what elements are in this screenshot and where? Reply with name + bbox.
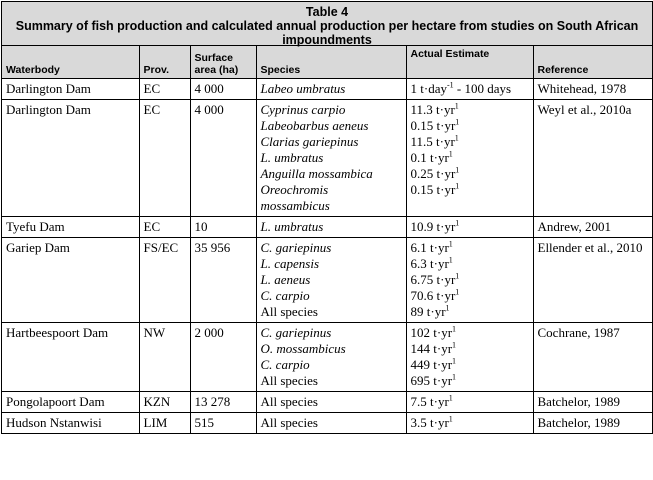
cell-estimate <box>406 99 533 216</box>
cell-species <box>256 412 406 433</box>
estimate-value <box>411 304 529 320</box>
cell-area: 35 956 <box>190 237 256 322</box>
cell-prov: EC <box>139 216 190 237</box>
estimate-number: 0.15 t·yr <box>410 117 456 133</box>
cell-waterbody: Darlington Dam <box>2 99 139 216</box>
estimate-number: 70.6 t·yr <box>410 287 456 303</box>
species-name: C. gariepinus <box>260 239 332 255</box>
estimate-number: 6.75 t·yr <box>410 271 456 287</box>
cell-area: 4 000 <box>190 99 256 216</box>
estimate-exponent: 1 <box>455 165 460 175</box>
estimate-exponent: 1 <box>455 181 460 191</box>
table-row <box>2 322 652 391</box>
species-name: L. aeneus <box>260 271 311 287</box>
estimate-exponent: 1 <box>455 218 460 228</box>
cell-prov: NW <box>139 322 190 391</box>
estimate-value <box>411 166 529 182</box>
species-name: C. gariepinus <box>260 324 332 340</box>
table-row <box>2 78 652 99</box>
species-name: Anguilla mossambica <box>260 165 373 181</box>
cell-reference: Batchelor, 1989 <box>537 414 621 430</box>
estimate-exponent: 1 <box>454 101 459 111</box>
data-table <box>2 46 652 433</box>
estimate-exponent: 1 <box>455 117 460 127</box>
species-name: C. carpio <box>260 356 310 372</box>
estimate-exponent: 1 <box>452 372 457 382</box>
cell-reference: Cochrane, 1987 <box>533 322 652 391</box>
estimate-exponent: 1 <box>448 149 453 159</box>
estimate-number: 0.1 t·yr <box>410 149 449 165</box>
estimate-number: 3.5 t·yr <box>410 414 449 430</box>
table-row <box>2 99 652 216</box>
col-header-estimate: Actual Estimate <box>406 46 533 78</box>
estimate-value <box>411 272 529 288</box>
estimate-number: 144 t·yr <box>410 340 453 356</box>
cell-estimate <box>406 391 533 412</box>
cell-species <box>256 78 406 99</box>
estimate-exponent: 1 <box>445 303 450 313</box>
estimate-exponent: 1 <box>448 255 453 265</box>
estimate-suffix: - 100 days <box>453 80 512 96</box>
estimate-number: 6.3 t·yr <box>410 255 449 271</box>
estimate-value <box>411 102 529 118</box>
cell-waterbody: Gariep Dam <box>2 237 139 322</box>
cell-prov: EC <box>139 99 190 216</box>
estimate-exponent: 1 <box>455 287 460 297</box>
estimate-value <box>411 415 529 431</box>
cell-estimate <box>406 237 533 322</box>
species-name: Cyprinus carpio <box>260 101 346 117</box>
estimate-number: 6.1 t·yr <box>410 239 449 255</box>
species-name: O. mossambicus <box>260 340 346 356</box>
cell-estimate <box>406 412 533 433</box>
species-name: Labeobarbus aeneus <box>260 117 369 133</box>
cell-species <box>256 237 406 322</box>
estimate-value <box>411 182 529 198</box>
cell-reference: Whitehead, 1978 <box>533 78 652 99</box>
estimate-number: 102 t·yr <box>410 324 453 340</box>
species-name: L. capensis <box>260 255 319 271</box>
estimate-value <box>411 219 529 235</box>
cell-area: 10 <box>190 216 256 237</box>
estimate-number: 695 t·yr <box>410 372 453 388</box>
cell-waterbody: Tyefu Dam <box>2 216 139 237</box>
estimate-value <box>411 325 529 341</box>
estimate-value <box>411 134 529 150</box>
cell-species <box>256 322 406 391</box>
table-caption <box>2 2 652 46</box>
estimate-exponent: 1 <box>452 356 457 366</box>
species-name: All species <box>260 372 318 388</box>
estimate-value <box>411 81 529 97</box>
estimate-number: 7.5 t·yr <box>410 393 449 409</box>
species-name: All species <box>260 303 318 319</box>
estimate-number: 11.5 t·yr <box>410 133 455 149</box>
species-name: Clarias gariepinus <box>260 133 359 149</box>
col-header-species: Species <box>256 46 406 78</box>
estimate-number: 89 t·yr <box>410 303 446 319</box>
cell-reference: Andrew, 2001 <box>533 216 652 237</box>
cell-estimate <box>406 216 533 237</box>
cell-species <box>256 391 406 412</box>
estimate-exponent: -1 <box>446 80 454 90</box>
estimate-value <box>411 288 529 304</box>
table-row <box>2 391 652 412</box>
estimate-number: 10.9 t·yr <box>410 218 456 234</box>
cell-area: 515 <box>190 412 256 433</box>
col-header-waterbody: Waterbody <box>2 46 139 78</box>
species-name: All species <box>260 393 318 409</box>
table-row <box>2 237 652 322</box>
header-row <box>2 46 652 78</box>
cell-prov: KZN <box>139 391 190 412</box>
estimate-exponent: 1 <box>448 393 453 403</box>
cell-estimate <box>406 78 533 99</box>
estimate-exponent: 1 <box>452 340 457 350</box>
species-name: L. umbratus <box>260 218 324 234</box>
estimate-value <box>411 341 529 357</box>
species-name: Labeo umbratus <box>260 80 346 96</box>
estimate-exponent: 1 <box>455 271 460 281</box>
species-name: All species <box>260 414 318 430</box>
cell-waterbody: Hudson Nstanwisi <box>2 412 139 433</box>
estimate-value <box>411 240 529 256</box>
cell-area: 4 000 <box>190 78 256 99</box>
species-name: mossambicus <box>260 197 330 213</box>
cell-waterbody: Darlington Dam <box>2 78 139 99</box>
species-name: L. umbratus <box>260 149 324 165</box>
estimate-value <box>411 373 529 389</box>
cell-prov: LIM <box>139 412 190 433</box>
table-body <box>2 78 652 433</box>
estimate-number: 0.15 t·yr <box>410 181 456 197</box>
table-caption-text: Summary of fish production and calculated annual production per hectare from studies on South African impoundments <box>15 19 639 47</box>
species-name: C. carpio <box>260 287 310 303</box>
cell-species <box>256 99 406 216</box>
estimate-value <box>411 118 529 134</box>
species-name: Oreochromis <box>260 181 329 197</box>
cell-reference: Ellender et al., 2010 <box>533 237 652 322</box>
table-title: Table 4 <box>305 5 349 19</box>
cell-reference: Weyl et al., 2010a <box>533 99 652 216</box>
estimate-value <box>411 394 529 410</box>
table-container <box>1 1 653 434</box>
table-row <box>2 216 652 237</box>
col-header-area: Surface area (ha) <box>190 46 256 78</box>
cell-prov: FS/EC <box>139 237 190 322</box>
cell-waterbody: Pongolapoort Dam <box>2 391 139 412</box>
estimate-value <box>411 256 529 272</box>
cell-estimate <box>406 322 533 391</box>
cell-reference: Batchelor, 1989 <box>533 391 652 412</box>
cell-prov: EC <box>139 78 190 99</box>
estimate-number: 11.3 t·yr <box>410 101 455 117</box>
estimate-value <box>411 357 529 373</box>
cell-area: 13 278 <box>190 391 256 412</box>
estimate-value <box>411 150 529 166</box>
estimate-exponent: 1 <box>448 414 453 424</box>
estimate-exponent: 1 <box>454 133 459 143</box>
cell-species <box>256 216 406 237</box>
estimate-number: 449 t·yr <box>410 356 453 372</box>
estimate-number: 0.25 t·yr <box>410 165 456 181</box>
estimate-exponent: 1 <box>452 324 457 334</box>
table-row <box>2 412 652 433</box>
estimate-exponent: 1 <box>448 239 453 249</box>
col-header-reference: Reference <box>533 46 652 78</box>
estimate-number: 1 t·day <box>410 80 447 96</box>
cell-area: 2 000 <box>190 322 256 391</box>
cell-waterbody: Hartbeespoort Dam <box>2 322 139 391</box>
col-header-prov: Prov. <box>139 46 190 78</box>
